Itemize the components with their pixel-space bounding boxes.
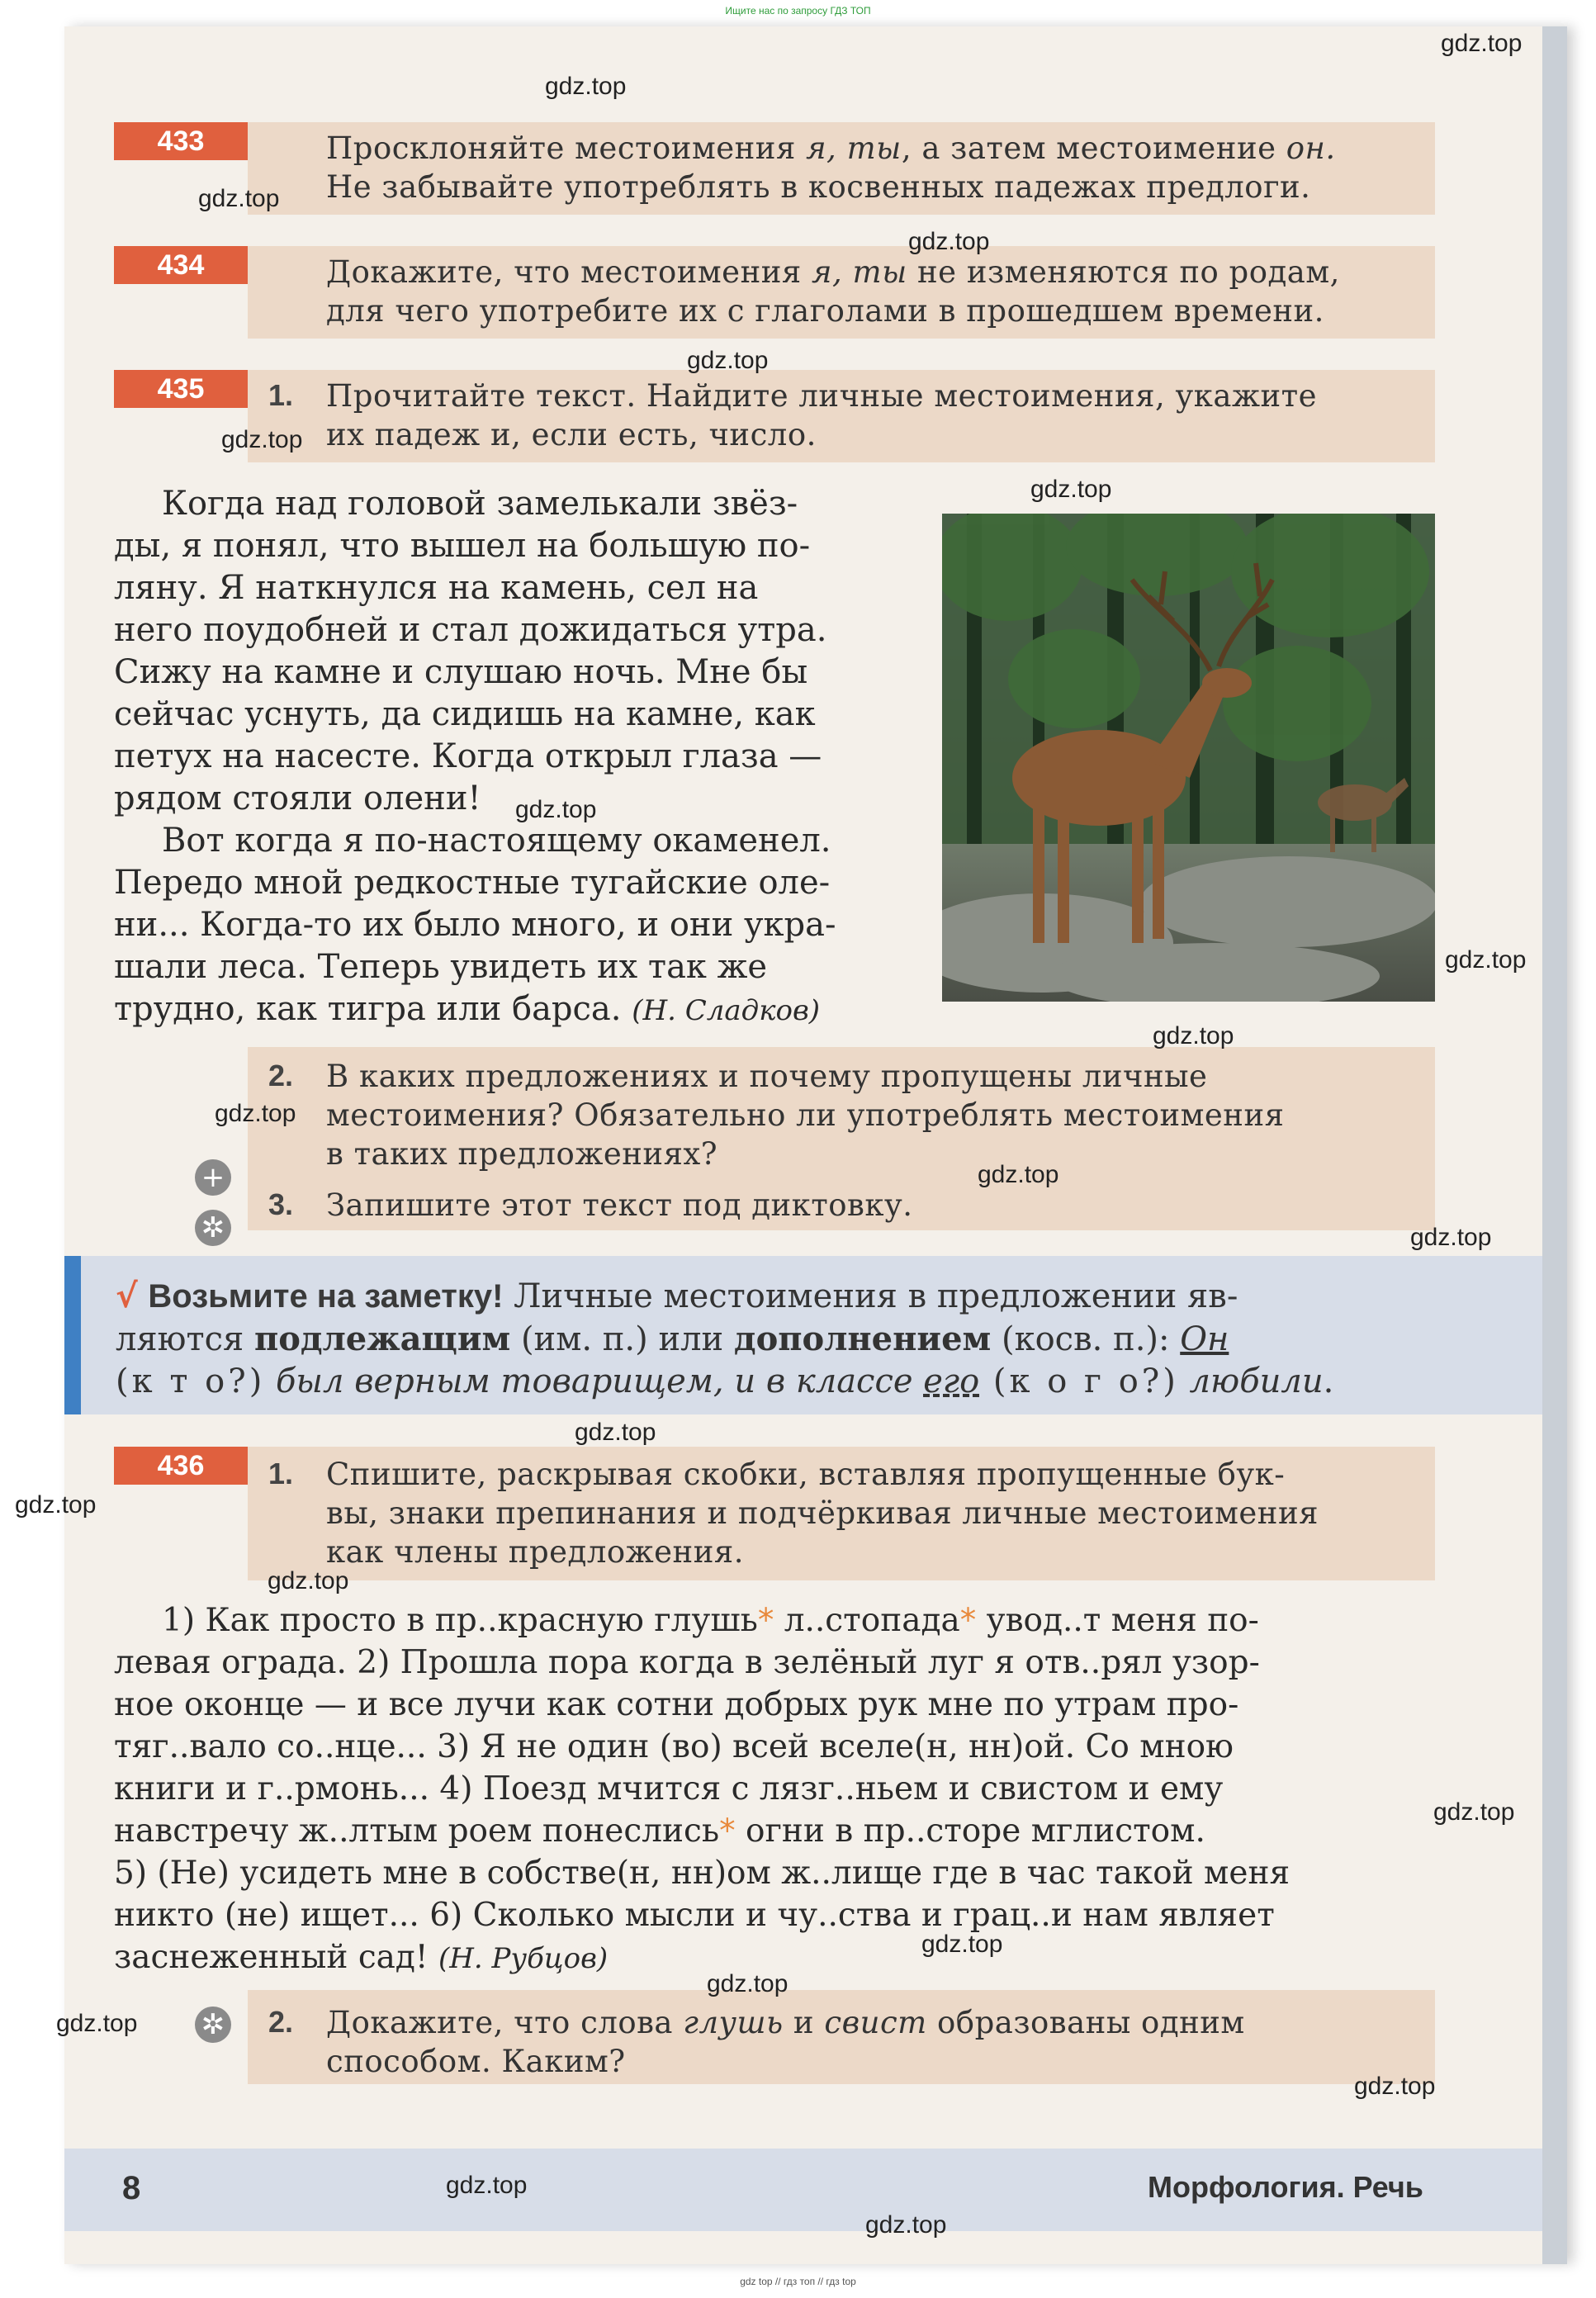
watermark: gdz.top xyxy=(575,1419,656,1446)
task-435-sub1-text: Прочитайте текст. Найдите личные местоимения, укажите их падеж и, если есть, число. xyxy=(326,378,1318,452)
watermark: gdz.top xyxy=(56,2010,138,2037)
star-mark: * xyxy=(719,1812,736,1850)
watermark: gdz.top xyxy=(268,1567,349,1594)
task-434-text: Докажите, что местоимения я, ты не изменяются по родам, для чего употребите их с глаголами в прошедшем времени. xyxy=(326,254,1340,329)
text-line: заснеженный сад! (Н. Рубцов) xyxy=(114,1939,609,1976)
check-icon: √ xyxy=(116,1277,138,1315)
task-435-reading-text xyxy=(114,483,894,1032)
star-circle-icon: ✲ xyxy=(195,1210,231,1246)
task-436-sub1-number: 1. xyxy=(268,1457,294,1490)
watermark: gdz.top xyxy=(15,1491,97,1519)
text-line: рядом стояли олени! xyxy=(114,779,481,817)
task-436-sub2-text: Докажите, что слова глушь и свист образованы одним способом. Каким? xyxy=(326,2005,1245,2079)
text-line: никто (не) ищет... 6) Сколько мысли и чу..ства и грац..и нам являет xyxy=(114,1897,1275,1934)
text-line: ды, я понял, что вышел на большую по- xyxy=(114,527,811,565)
text-line: сейчас уснуть, да сидишь на камне, как xyxy=(114,695,816,733)
text-line: ляну. Я наткнулся на камень, сел на xyxy=(114,569,759,607)
text-line: него поудобней и стал дожидаться утра. xyxy=(114,611,827,649)
note-accent-bar xyxy=(64,1256,81,1414)
deer-photo xyxy=(942,514,1435,1002)
watermark: gdz.top xyxy=(1153,1022,1234,1049)
text-line: Вот когда я по-настоящему окаменел. xyxy=(162,822,831,860)
author: (Н. Рубцов) xyxy=(438,1942,609,1975)
watermark: gdz.top xyxy=(921,1931,1003,1958)
task-436-number: 436 xyxy=(114,1447,248,1485)
text-line: Передо мной редкостные тугайские оле- xyxy=(114,864,831,902)
task-436-exercise-text xyxy=(114,1599,1435,1980)
star-mark: * xyxy=(757,1602,774,1639)
watermark: gdz.top xyxy=(865,2211,947,2239)
watermark: gdz.top xyxy=(215,1100,296,1127)
bottom-note: gdz top // гдз топ // гдз top xyxy=(740,2276,856,2287)
top-note: Ищите нас по запросу ГДЗ ТОП xyxy=(725,5,871,17)
text-line: ное оконце — и все лучи как сотни добрых рук мне по утрам про- xyxy=(114,1686,1239,1723)
watermark: gdz.top xyxy=(1030,476,1112,503)
watermark: gdz.top xyxy=(1410,1224,1492,1251)
text-line: 5) (Не) усидеть мне в собстве(н, нн)ом ж..лище где в час такой меня xyxy=(114,1855,1291,1892)
task-435-sub1-number: 1. xyxy=(268,378,294,412)
task-435-sub2-text: В каких предложениях и почему пропущены личные местоимения? Обязательно ли употреблять местоимения в таких предложениях? xyxy=(326,1059,1285,1172)
text-line: трудно, как тигра или барса. (Н. Сладков) xyxy=(114,990,821,1028)
watermark: gdz.top xyxy=(221,426,303,453)
watermark: gdz.top xyxy=(545,73,627,100)
text-line: 1) Как просто в пр..красную глушь* л..стопада* увод..т меня по- xyxy=(162,1602,1259,1639)
task-436-sub1-text: Спишите, раскрывая скобки, вставляя пропущенные бук- вы, знаки препинания и подчёркивая личные местоимения как члены предложения. xyxy=(326,1457,1319,1570)
text-line: Когда над головой замелькали звёз- xyxy=(162,485,798,523)
author: (Н. Сладков) xyxy=(632,994,821,1027)
text-line: Сижу на камне и слушаю ночь. Мне бы xyxy=(114,653,808,691)
task-435-number: 435 xyxy=(114,370,248,408)
watermark: gdz.top xyxy=(1441,30,1523,57)
text-line: петух на насесте. Когда открыл глаза — xyxy=(114,737,822,775)
task-435-sub2-number: 2. xyxy=(268,1059,294,1092)
watermark: gdz.top xyxy=(707,1970,789,1997)
task-435-sub3-number: 3. xyxy=(268,1187,294,1221)
text-line: тяг..вало со..нце... 3) Я не один (во) всей вселе(н, нн)ой. Со мною xyxy=(114,1728,1234,1765)
text-line: шали леса. Теперь увидеть их так же xyxy=(114,948,768,986)
watermark: gdz.top xyxy=(687,347,769,374)
plus-circle-icon: + xyxy=(195,1159,231,1196)
watermark: gdz.top xyxy=(446,2172,528,2199)
watermark: gdz.top xyxy=(1445,946,1527,974)
star-circle-icon: ✲ xyxy=(195,2007,231,2043)
text-line: ни... Когда-то их было много, и они укра- xyxy=(114,906,836,944)
watermark: gdz.top xyxy=(515,796,597,823)
text-line: книги и г..рмонь... 4) Поезд мчится с лязг..ньем и свистом и ему xyxy=(114,1770,1224,1808)
task-436-sub2-number: 2. xyxy=(268,2005,294,2039)
task-433-number: 433 xyxy=(114,122,248,160)
watermark: gdz.top xyxy=(1354,2073,1436,2100)
watermark: gdz.top xyxy=(978,1161,1059,1188)
task-434-number: 434 xyxy=(114,246,248,284)
task-433-text: Просклоняйте местоимения я, ты, а затем местоимение он. Не забывайте употреблять в косвенных падежах предлоги. xyxy=(326,130,1336,205)
section-title: Морфология. Речь xyxy=(1148,2170,1423,2204)
star-mark: * xyxy=(959,1602,977,1639)
note-text: √ Возьмите на заметку! Личные местоимения в предложении яв- ляются подлежащим (им. п.) или дополнением (косв. п.): Он (к т о?) был верным товарищем, и в классе его (к о г о?) любили. xyxy=(116,1277,1334,1400)
task-435-sub3-text: Запишите этот текст под диктовку. xyxy=(326,1187,913,1223)
page-number: 8 xyxy=(122,2170,141,2206)
watermark: gdz.top xyxy=(198,185,280,212)
watermark: gdz.top xyxy=(1433,1798,1515,1826)
text-line: левая ограда. 2) Прошла пора когда в зелёный луг я отв..рял узор- xyxy=(114,1644,1260,1681)
note-title: Возьмите на заметку! xyxy=(148,1278,504,1315)
watermark: gdz.top xyxy=(908,228,990,255)
text-line: навстречу ж..лтым роем понеслись* огни в пр..сторе мглистом. xyxy=(114,1812,1205,1850)
